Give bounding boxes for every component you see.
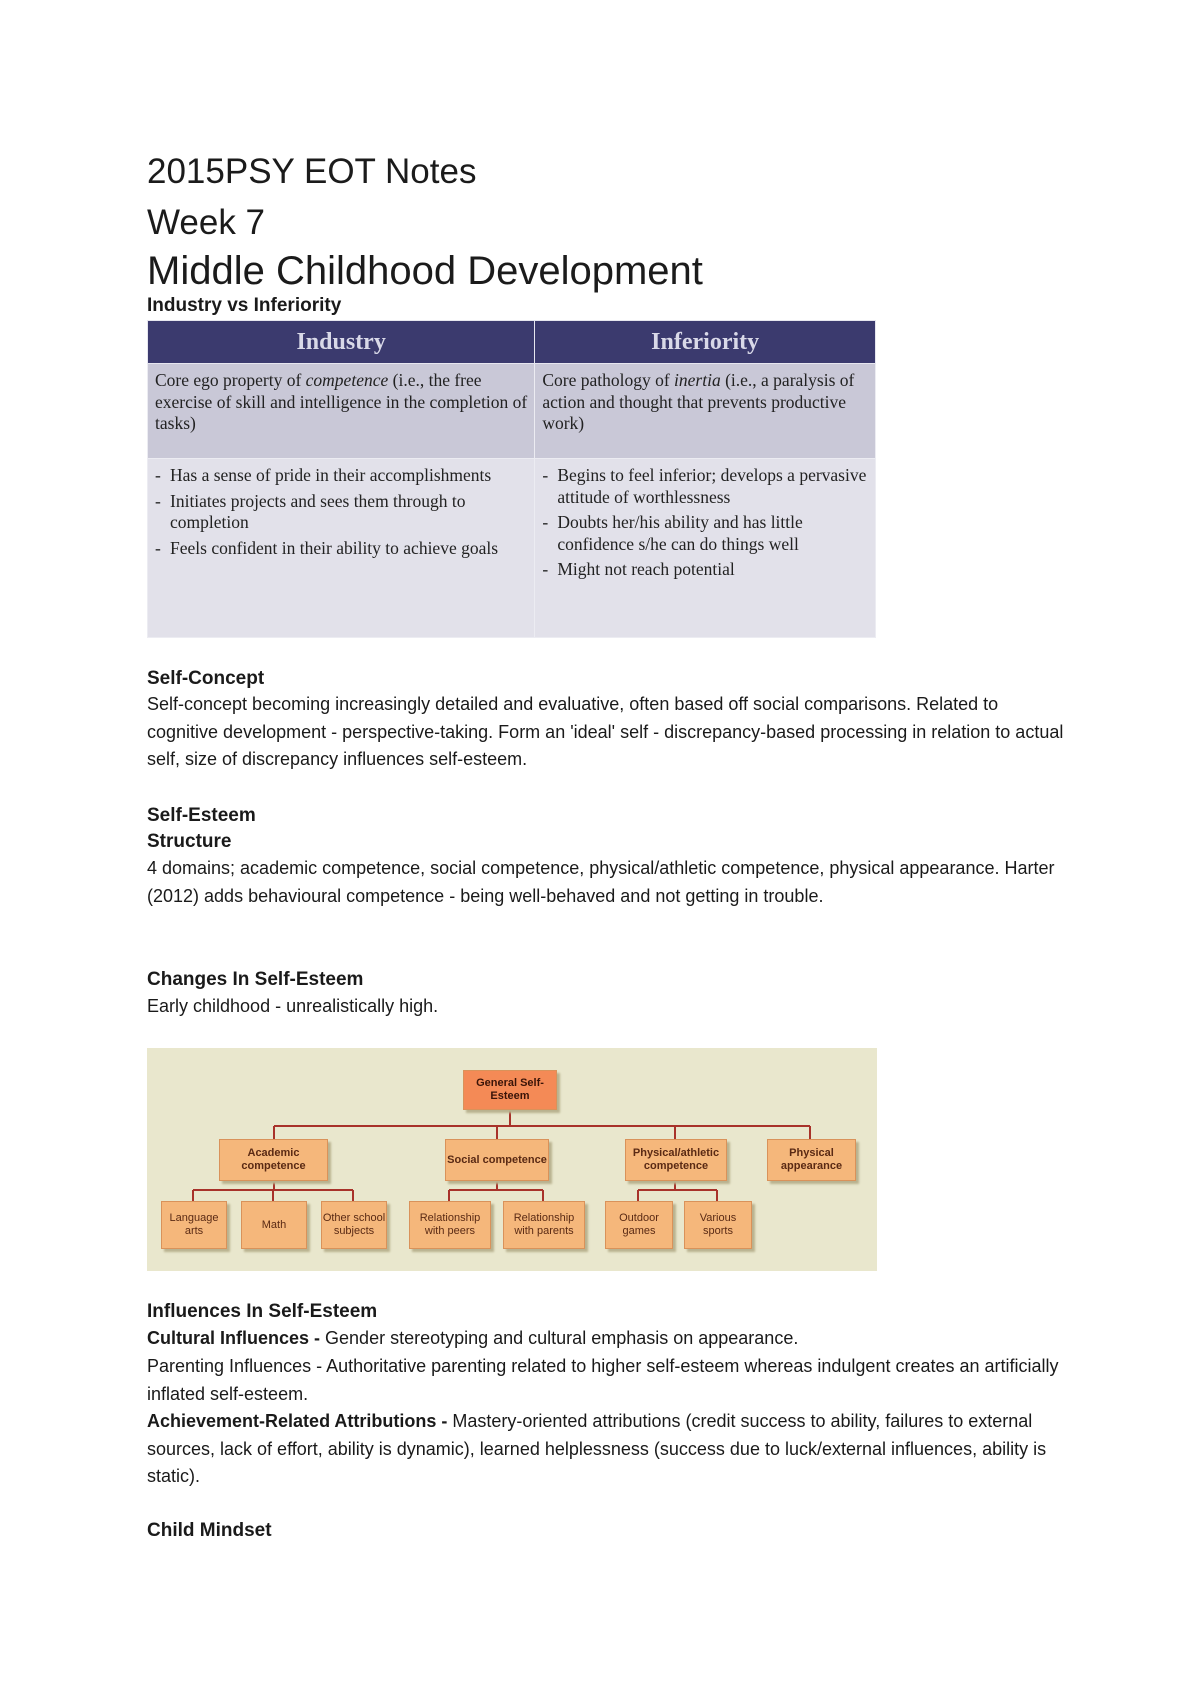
heading-structure: Structure — [147, 831, 232, 852]
parenting-influences-text: Parenting Influences - Authoritative parenting related to higher self-esteem whereas indulgent creates an artificially inflated self-esteem. — [147, 1356, 1059, 1404]
parent-relationship-box: Relationship with parents — [503, 1201, 585, 1249]
heading-influences: Influences In Self-Esteem — [147, 1301, 378, 1322]
achievement-attributions-text: Achievement-Related Attributions - Mastery-oriented attributions (credit success to ability, failures to external sources, lack of effort, ability is dynamic), learned helplessness (success due to luck/external influences, ability is static). — [147, 1411, 1047, 1486]
social-competence-box: Social competence — [445, 1139, 549, 1181]
academic-competence-box: Academic competence — [219, 1139, 328, 1181]
list-item: - Might not reach potential — [542, 559, 869, 581]
self-concept-text: Self-concept becoming increasingly detailed and evaluative, often based off social comparisons. Related to cognitive development - perspective-taking. Form an 'ideal' self - discrepancy-based processing in relation to actual self, size of discrepancy influences self-esteem. — [147, 694, 1064, 769]
peer-relationship-box: Relationship with peers — [409, 1201, 491, 1249]
various-sports-box: Various sports — [684, 1201, 752, 1249]
industry-core-cell: Core ego property of competence (i.e., the free exercise of skill and intelligence in the completion of tasks) — [148, 364, 535, 459]
doc-topic: Middle Childhood Development — [147, 249, 703, 293]
general-self-esteem-box: General Self-Esteem — [463, 1070, 557, 1110]
outdoor-games-box: Outdoor games — [605, 1201, 673, 1249]
physical-appearance-box: Physical appearance — [767, 1139, 856, 1181]
industry-traits-cell — [148, 459, 535, 638]
heading-changes: Changes In Self-Esteem — [147, 969, 364, 990]
col-inferiority: Inferiority — [535, 321, 876, 364]
inferiority-core-cell: Core pathology of inertia (i.e., a paralysis of action and thought that prevents productive work) — [535, 364, 876, 459]
changes-text: Early childhood - unrealistically high. — [147, 996, 439, 1016]
self-esteem-hierarchy-diagram — [147, 1048, 877, 1271]
physical-athletic-competence-box: Physical/athletic competence — [625, 1139, 727, 1181]
other-subjects-box: Other school subjects — [321, 1201, 387, 1249]
math-box: Math — [241, 1201, 307, 1249]
list-item: - Has a sense of pride in their accomplishments — [155, 465, 528, 487]
list-item: - Feels confident in their ability to achieve goals — [155, 538, 528, 560]
doc-week: Week 7 — [147, 203, 266, 242]
heading-industry: Industry vs Inferiority — [147, 295, 342, 316]
doc-title: 2015PSY EOT Notes — [147, 152, 477, 191]
cultural-influences-text: Cultural Influences - Gender stereotyping and cultural emphasis on appearance. — [147, 1328, 799, 1348]
heading-child-mindset: Child Mindset — [147, 1520, 272, 1541]
heading-self-esteem: Self-Esteem — [147, 805, 256, 826]
industry-inferiority-table — [147, 320, 876, 638]
inferiority-traits-cell — [535, 459, 876, 638]
language-arts-box: Language arts — [161, 1201, 227, 1249]
list-item: - Doubts her/his ability and has little confidence s/he can do things well — [542, 512, 869, 555]
heading-self-concept: Self-Concept — [147, 668, 265, 689]
col-industry: Industry — [148, 321, 535, 364]
list-item: - Initiates projects and sees them through to completion — [155, 491, 528, 534]
structure-text: 4 domains; academic competence, social competence, physical/athletic competence, physical appearance. Harter (2012) adds behavioural competence - being well-behaved and not getting in trouble. — [147, 858, 1055, 906]
list-item: - Begins to feel inferior; develops a pervasive attitude of worthlessness — [542, 465, 869, 508]
